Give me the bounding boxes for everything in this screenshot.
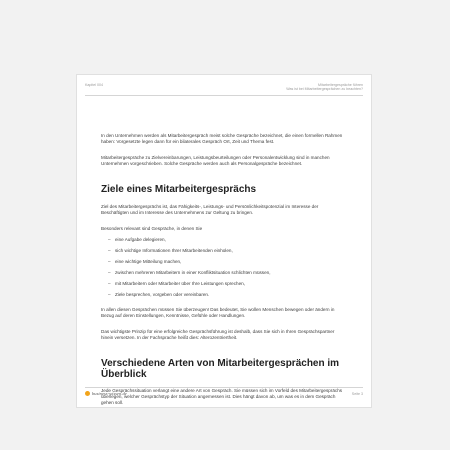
page-footer [85,387,363,399]
list-item [101,281,347,292]
footer-divider [85,387,363,388]
dash-bullet-icon: – [108,248,111,253]
list-item [101,270,347,281]
intro-paragraph-1: In den Unternehmen werden als Mitarbeitergespräch meist solche Gespräche bezeichnet, die einen formellen Rahmen haben: Vorgesetzte legen dann für ein bilaterales Gespräch Ort, Zeit und Thema fest. [101,133,343,144]
list-item [101,259,347,270]
goals-paragraph-2: Besonders relevant sind Gespräche, in denen Sie [101,226,203,231]
list-item-text: zwischen mehreren Mitarbeitern in einer Konfliktsituation schlichten müssen, [115,270,271,275]
intro-paragraph-2: Mitarbeitergespräche zu Zielvereinbarungen, Leistungsbeurteilungen oder Personalentwicklung sind in manchen Unternehmen vorgeschrieben. Solche Gespräche werden auch als Personalgespräche bezeichnet. [101,155,330,166]
page-content [101,133,347,406]
brand-dot-icon [85,391,90,396]
page-header [85,83,363,97]
types-paragraph-1: Jede Gesprächssituation verlangt eine andere Art von Gespräch. Sie müssen sich im Vorfeld des Mitarbeitergesprächs überlegen, welcher Gesprächstyp der Situation angemessen ist. Dies hängt davon ab, um was es in dem Gespräch gehen soll. [101,388,343,405]
header-divider [85,95,363,96]
section-heading-types: Verschiedene Arten von Mitarbeitergesprächen im Überblick [101,358,340,380]
list-item [101,237,347,248]
list-item [101,248,347,259]
page-number: Seite 3 [351,392,363,396]
list-item-text: sich wichtige Informationen Ihrer Mitarbeitenden einholen, [115,248,233,253]
section-heading-goals: Ziele eines Mitarbeitergesprächs [101,184,257,195]
goals-paragraph-3: In allen diesen Gesprächen müssen Sie überzeugen! Das bedeutet, Sie wollen Menschen bewegen oder ändern in Bezug auf deren Einstellungen, Kenntnisse, Gefühle oder Handlungen. [101,307,335,318]
goals-bullet-list [101,237,347,303]
header-title-line1: Mitarbeitergespräche führen [318,83,363,87]
document-page [76,74,372,408]
goals-paragraph-1: Ziel des Mitarbeitergesprächs ist, das Fähigkeits-, Leistungs- und Persönlichkeitspotenzial im Interesse der Beschäftigten und im Interesse des Unternehmens zur Geltung zu bringen. [101,204,319,215]
list-item-text: eine Aufgabe delegieren, [115,237,166,242]
brand-logo [85,391,127,397]
list-item-text: Ziele besprechen, vorgeben oder vereinbaren. [115,292,210,297]
list-item-text: eine wichtige Mitteilung machen, [115,259,182,264]
dash-bullet-icon: – [108,270,111,275]
brand-name: business-wissen.de [92,391,127,396]
dash-bullet-icon: – [108,259,111,264]
dash-bullet-icon: – [108,292,111,297]
goals-paragraph-4: Das wichtigste Prinzip für eine erfolgreiche Gesprächsführung ist deshalb, dass Sie sich in Ihren Gesprächspartner hinein versetzen. In der Fachsprache heißt dies: Alterozentriertheit. [101,329,335,340]
chapter-label: Kapitel 004 [85,83,103,87]
dash-bullet-icon: – [108,237,111,242]
header-title [286,83,363,92]
list-item [101,292,347,303]
list-item-text: mit Mitarbeitern oder Mitarbeiter über Ihre Leistungen sprechen, [115,281,245,286]
header-title-line2: Was ist bei Mitarbeitergesprächen zu beachten? [286,87,363,92]
dash-bullet-icon: – [108,281,111,286]
